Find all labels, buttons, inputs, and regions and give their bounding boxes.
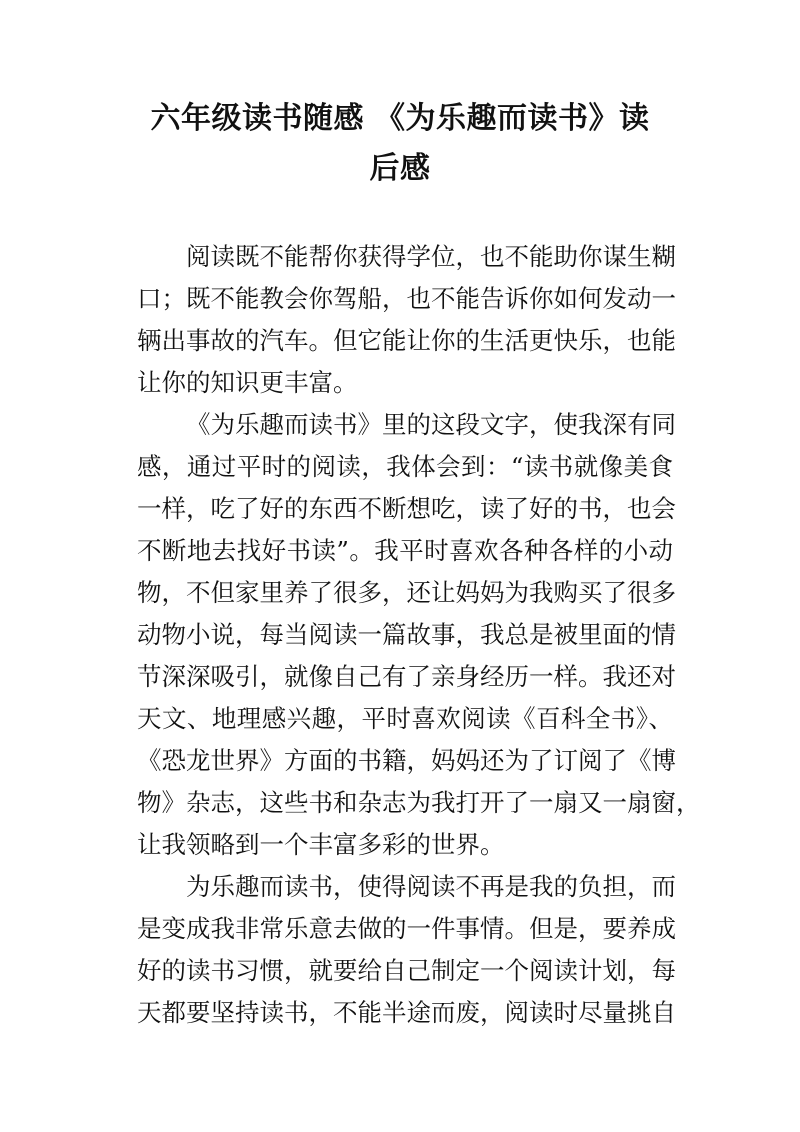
text-line: 让你的知识更丰富。 bbox=[137, 368, 358, 397]
text-line: 天都要坚持读书，不能半途而废，阅读时尽量挑自 bbox=[137, 998, 676, 1027]
text-line: 一样，吃了好的东西不断想吃，读了好的书，也会 bbox=[137, 494, 676, 523]
paragraph-1 bbox=[137, 236, 676, 404]
text-line: 不断地去找好书读”。我平时喜欢各种各样的小动 bbox=[137, 536, 673, 565]
document-title bbox=[120, 94, 680, 194]
text-line: 好的读书习惯，就要给自己制定一个阅读计划，每 bbox=[137, 956, 676, 985]
text-line: 是变成我非常乐意去做的一件事情。但是，要养成 bbox=[137, 914, 676, 943]
text-line: 辆出事故的汽车。但它能让你的生活更快乐，也能 bbox=[137, 326, 676, 355]
paragraph-2 bbox=[137, 404, 701, 866]
document-body bbox=[137, 236, 701, 1034]
paragraph-3 bbox=[137, 866, 676, 1034]
text-line: 动物小说，每当阅读一篇故事，我总是被里面的情 bbox=[137, 620, 676, 649]
text-line: 天文、地理感兴趣，平时喜欢阅读《百科全书》、 bbox=[137, 704, 673, 733]
title-line: 六年级读书随感 《为乐趣而读书》读 bbox=[150, 101, 650, 136]
text-line: 《为乐趣而读书》里的这段文字，使我深有同 bbox=[186, 410, 676, 439]
text-line: 《恐龙世界》方面的书籍，妈妈还为了订阅了《博 bbox=[137, 746, 676, 775]
text-line: 物》杂志，这些书和杂志为我打开了一扇又一扇窗， bbox=[137, 788, 701, 817]
text-line: 感，通过平时的阅读，我体会到：“读书就像美食 bbox=[137, 452, 673, 481]
text-line: 让我领略到一个丰富多彩的世界。 bbox=[137, 830, 505, 859]
text-line: 为乐趣而读书，使得阅读不再是我的负担，而 bbox=[186, 872, 676, 901]
text-line: 节深深吸引，就像自己有了亲身经历一样。我还对 bbox=[137, 662, 676, 691]
text-line: 阅读既不能帮你获得学位，也不能助你谋生糊 bbox=[186, 242, 676, 271]
title-line: 后感 bbox=[369, 151, 431, 186]
text-line: 物，不但家里养了很多，还让妈妈为我购买了很多 bbox=[137, 578, 676, 607]
text-line: 口；既不能教会你驾船，也不能告诉你如何发动一 bbox=[137, 284, 676, 313]
